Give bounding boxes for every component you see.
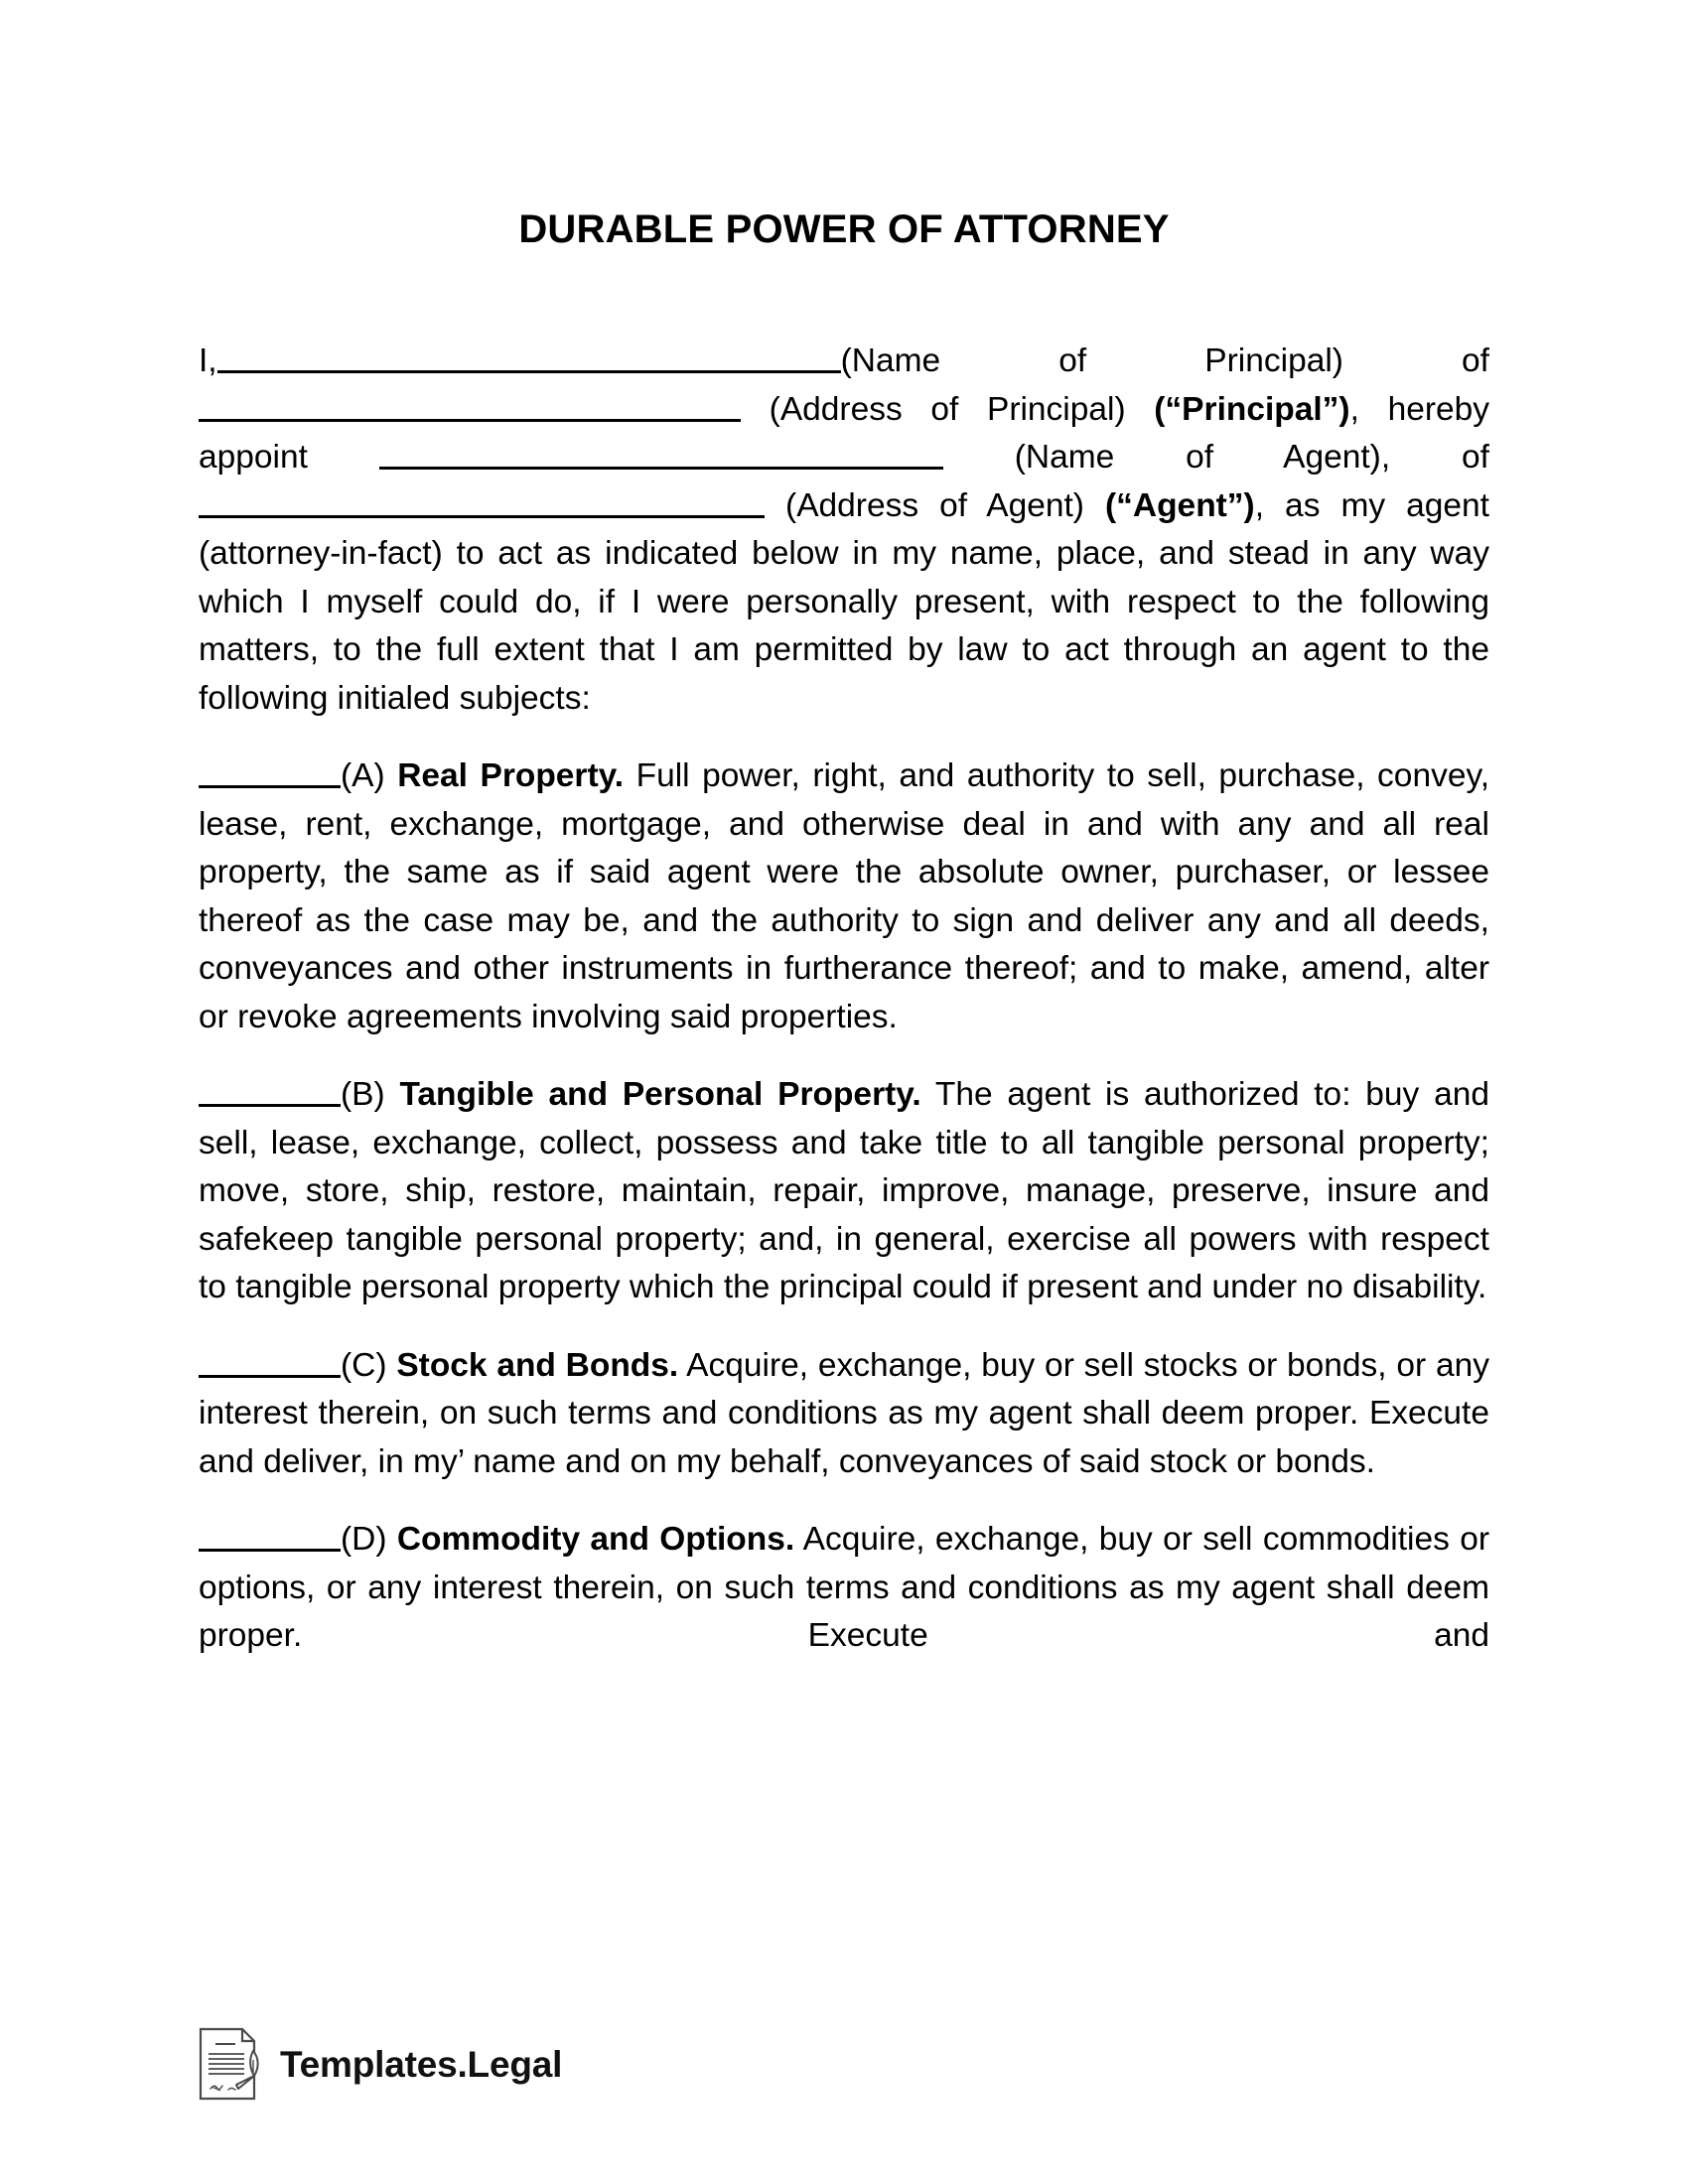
page-title: DURABLE POWER OF ATTORNEY <box>518 206 1170 251</box>
section-letter-c: (C) <box>341 1346 387 1384</box>
lead-text: I, <box>199 342 217 379</box>
section-text-d: Acquire, exchange, buy or sell commodities or options, or any interest therein, on such terms and conditions as my agent shall deem proper. Execute and <box>199 1521 1489 1654</box>
brand-name: Templates.Legal <box>280 2043 563 2085</box>
section-real-property <box>199 752 1489 1041</box>
section-text-c: Acquire, exchange, buy or sell stocks or bonds, or any interest therein, on such terms and conditions as my agent shall deem proper. Execute and deliver, in my’ name and on my behalf, conveyances of said stock or bonds. <box>199 1346 1489 1480</box>
footer-brand <box>199 2027 562 2101</box>
section-commodity-and-options <box>199 1516 1489 1708</box>
section-letter-b: (B) <box>341 1076 385 1113</box>
agent-defined-term: (“Agent”) <box>1105 486 1255 524</box>
initial-blank-c[interactable] <box>199 1343 341 1378</box>
appointment-body-text: , as my agent (attorney-in-fact) to act as indicated below in my name, place, and stead in any way which I myself could do, if I were personally present, with respect to the following matters, to the full extent that I am permitted by law to act through an agent to the following initialed subjects: <box>199 486 1489 717</box>
section-heading-a: Real Property. <box>397 757 625 794</box>
section-heading-c: Stock and Bonds. <box>396 1346 679 1384</box>
section-stock-and-bonds <box>199 1342 1489 1487</box>
agent-name-blank[interactable] <box>379 435 943 470</box>
initial-blank-a[interactable] <box>199 753 341 788</box>
initial-blank-b[interactable] <box>199 1072 341 1107</box>
initial-blank-d[interactable] <box>199 1517 341 1552</box>
document-with-pen-icon <box>199 2027 260 2101</box>
principal-address-blank[interactable] <box>199 387 741 422</box>
agent-address-label: (Address of Agent) <box>785 486 1084 524</box>
section-text-b: The agent is authorized to: buy and sell, lease, exchange, collect, possess and take title to all tangible personal property; move, store, ship, restore, maintain, repair, improve, manage, preserve, insure and safekeep tangible personal property; and, in general, exercise all powers with respect to tangible personal property which the principal could if present and under no disability. <box>199 1076 1489 1305</box>
principal-comma: , <box>1349 390 1359 428</box>
document-body <box>199 338 1489 1708</box>
section-heading-b: Tangible and Personal Property. <box>399 1076 921 1113</box>
principal-name-blank[interactable] <box>217 339 841 373</box>
section-text-a: Full power, right, and authority to sell, purchase, convey, lease, rent, exchange, mortgage, and otherwise deal in and with any and all real property, the same as if said agent were the absolute owner, purchaser, or lessee thereof as the case may be, and the authority to sign and deliver any and all deeds, conveyances and other instruments in furtherance thereof; and to make, amend, alter or revoke agreements involving said properties. <box>199 757 1490 1035</box>
section-tangible-personal-property <box>199 1071 1489 1312</box>
principal-address-label: (Address of Principal) <box>769 390 1126 428</box>
agent-address-blank[interactable] <box>199 483 765 518</box>
section-letter-d: (D) <box>341 1521 387 1558</box>
appoint-text: hereby appoint <box>199 390 1490 476</box>
paragraph-appointment <box>199 338 1489 723</box>
principal-defined-term: (“Principal”) <box>1154 390 1350 428</box>
section-letter-a: (A) <box>341 757 385 794</box>
agent-name-label: (Name of Agent), of <box>1014 439 1489 476</box>
principal-name-label: (Name of Principal) of <box>840 342 1489 379</box>
section-heading-d: Commodity and Options. <box>396 1521 795 1558</box>
